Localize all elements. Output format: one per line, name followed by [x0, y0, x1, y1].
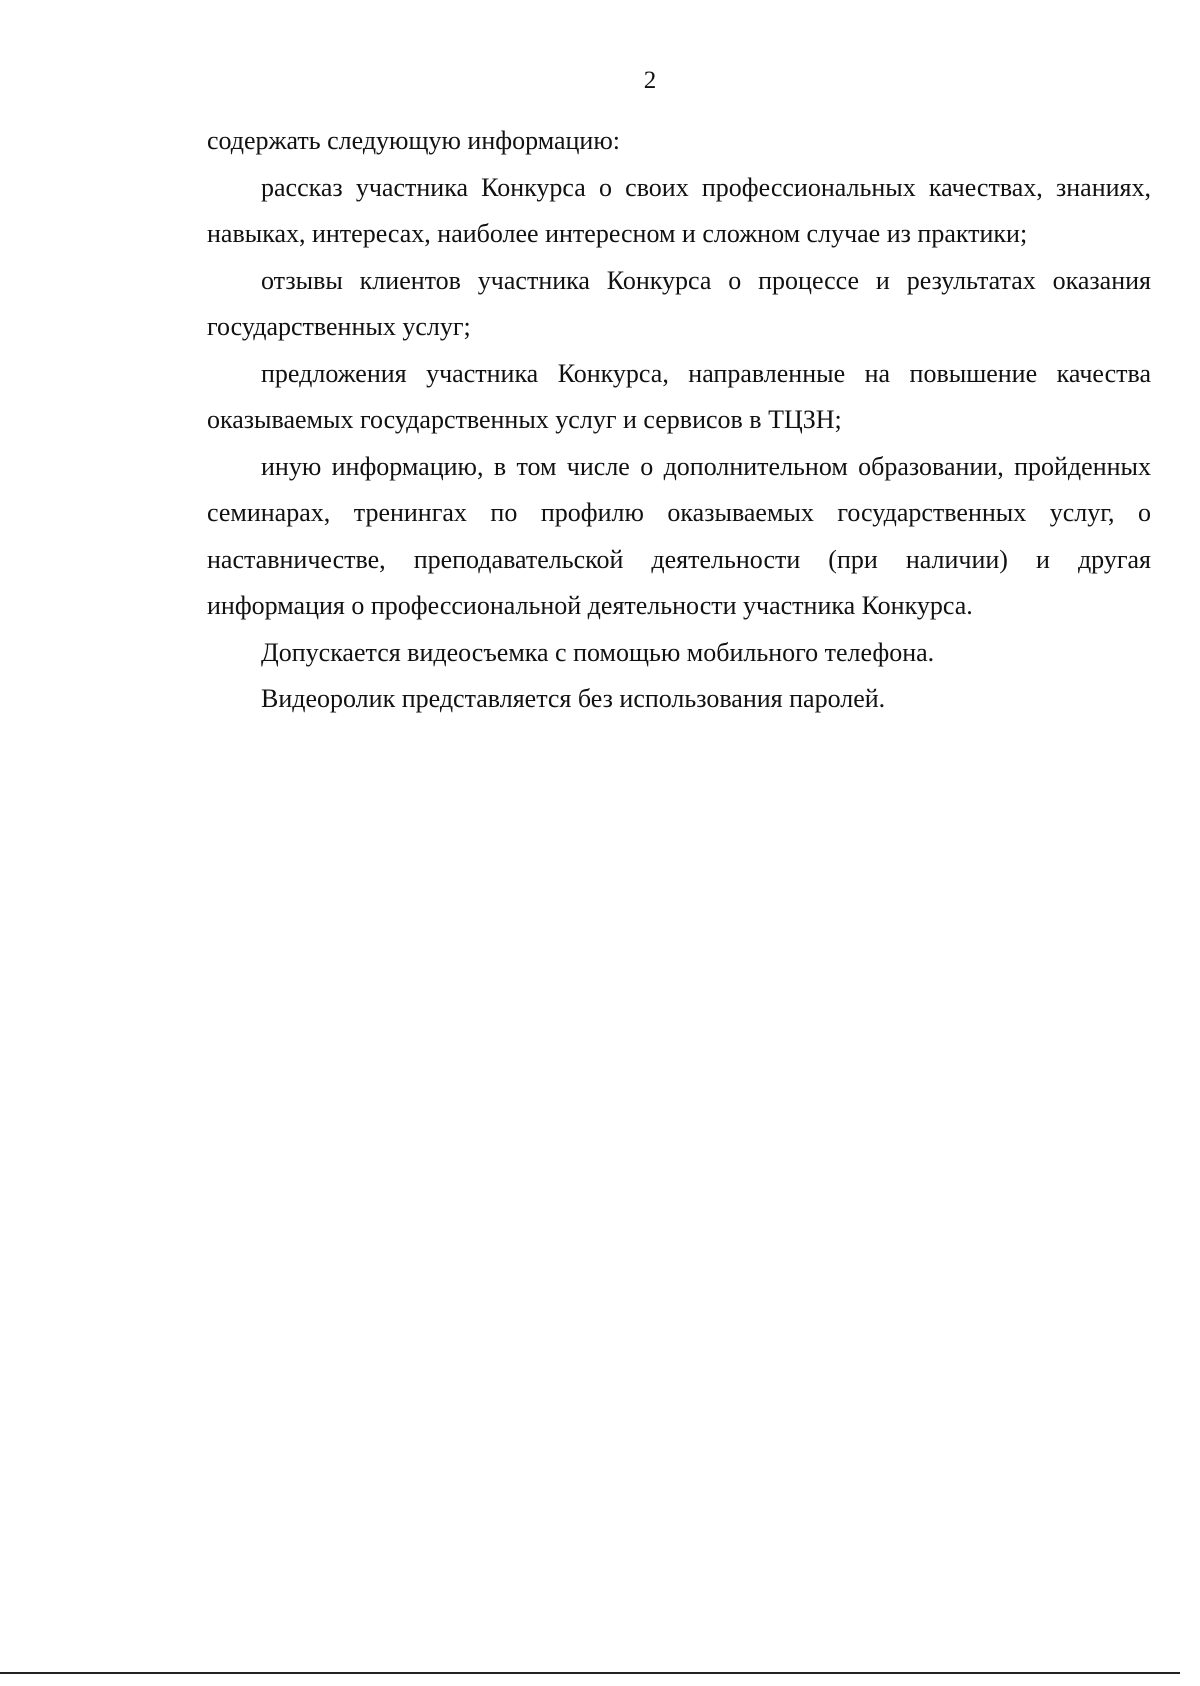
paragraph-no-passwords: Видеоролик представляется без использования паролей.: [261, 684, 886, 713]
paragraph-proposals: предложения участника Конкурса, направленные на повышение качества оказываемых государственных услуг и сервисов в ТЦЗН;: [207, 358, 1151, 434]
paragraph-other-info: иную информацию, в том числе о дополнительном образовании, пройденных семинарах, тренингах по профилю оказываемых государственных услуг, о наставничестве, преподавательской деятельности (при наличии) и другая информация о профессиональной деятельности участника Конкурса.: [207, 451, 1151, 620]
paragraph-continuation: содержать следующую информацию:: [207, 126, 620, 155]
paragraph-mobile-recording: Допускается видеосъемка с помощью мобильного телефона.: [261, 637, 935, 667]
page-number: 2: [643, 67, 657, 94]
paragraph-story: рассказ участника Конкурса о своих профессиональных качествах, знаниях, навыках, интересах, наиболее интересном и сложном случае из практики;: [207, 172, 1151, 248]
paragraph-client-reviews: отзывы клиентов участника Конкурса о процессе и результатах оказания государственных услуг;: [207, 265, 1151, 341]
document-body: [207, 118, 1151, 723]
bottom-border-line: [0, 1672, 1180, 1674]
